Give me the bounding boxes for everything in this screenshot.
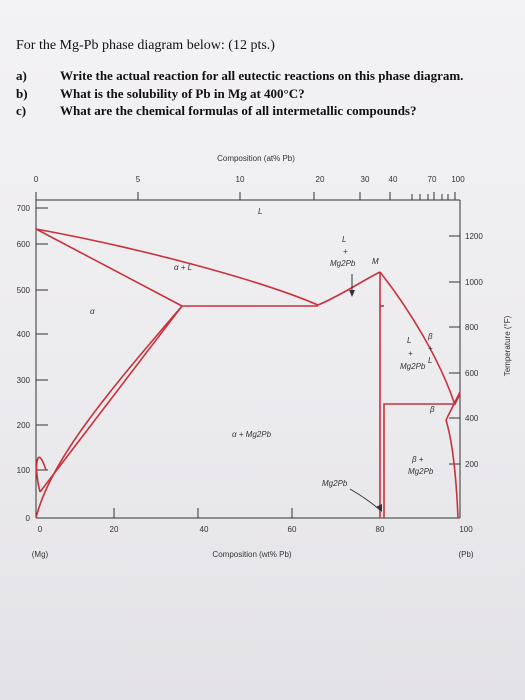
right-tick-200: 200 — [465, 460, 479, 469]
left-tick-500: 500 — [16, 286, 30, 295]
item-c-text: What are the chemical formulas of all intermetallic compounds? — [60, 103, 417, 118]
solidus-alpha — [36, 229, 182, 306]
bottom-tick-80: 80 — [375, 525, 385, 534]
label-mg2pb: Mg2Pb — [322, 479, 348, 488]
label-l-mg2pb-plus: + — [343, 247, 348, 256]
top-tick-20: 20 — [315, 175, 325, 184]
solvus-alpha-upper — [40, 306, 182, 492]
arrow-head-eutectic — [349, 290, 355, 297]
label-beta-l-plus: + — [428, 344, 433, 353]
top-tick-5: 5 — [135, 175, 141, 184]
bottom-axis-ticks — [114, 508, 460, 518]
pb-end-label: (Pb) — [458, 550, 474, 559]
top-tick-10: 10 — [235, 175, 245, 184]
mg-end-label: (Mg) — [31, 550, 49, 559]
bottom-tick-60: 60 — [287, 525, 297, 534]
solvus-alpha — [36, 306, 182, 518]
top-tick-40: 40 — [388, 175, 398, 184]
bottom-tick-0: 0 — [37, 525, 43, 534]
left-tick-0: 0 — [25, 514, 30, 523]
label-beta-l-beta: β — [428, 332, 433, 341]
arrow-heads — [349, 290, 382, 512]
item-a-letter: a) — [16, 68, 27, 83]
left-axis-ticks — [36, 208, 48, 470]
item-c-letter: c) — [16, 103, 27, 118]
liquidus-mg2pb-left — [318, 272, 380, 305]
label-alpha-mg2pb: α + Mg2Pb — [232, 430, 272, 439]
item-b-text: What is the solubility of Pb in Mg at 400°C? — [60, 86, 305, 101]
label-liquid: L — [258, 207, 263, 216]
bottom-tick-100: 100 — [459, 525, 473, 534]
left-tick-400: 400 — [16, 330, 30, 339]
label-beta-l-l: L — [428, 356, 433, 365]
solidus-beta — [446, 392, 460, 420]
top-tick-30: 30 — [360, 175, 370, 184]
label-beta-mg2pb-1: β + — [412, 455, 424, 464]
left-tick-700: 700 — [16, 204, 30, 213]
label-alpha: α — [90, 307, 95, 316]
left-tick-300: 300 — [16, 376, 30, 385]
bottom-tick-40: 40 — [199, 525, 209, 534]
right-axis-title: Temperature (°F) — [503, 315, 512, 377]
label-r-mg2pb: Mg2Pb — [400, 362, 426, 371]
right-axis-ticks — [449, 236, 460, 464]
item-a-text: Write the actual reaction for all eutectic reactions on this phase diagram. — [60, 68, 464, 83]
item-b-letter: b) — [16, 86, 28, 101]
top-tick-100: 100 — [451, 175, 465, 184]
left-tick-600: 600 — [16, 240, 30, 249]
right-tick-1000: 1000 — [465, 278, 483, 287]
label-beta: β — [430, 405, 435, 414]
right-tick-600: 600 — [465, 369, 479, 378]
question-title: For the Mg-Pb phase diagram below: (12 pts.) — [16, 38, 275, 53]
phase-boundaries — [36, 229, 460, 518]
top-axis-title: Composition (at% Pb) — [217, 154, 295, 163]
right-tick-1200: 1200 — [465, 232, 483, 241]
label-r-plus: + — [408, 349, 413, 358]
liquidus-mg2pb-right — [380, 272, 455, 405]
top-axis-ticks — [36, 192, 455, 200]
left-tick-100: 100 — [16, 466, 30, 475]
arrow-to-mg2pb — [350, 489, 380, 510]
label-m: M — [372, 257, 379, 266]
solvus-beta — [446, 420, 458, 518]
right-tick-800: 800 — [465, 323, 479, 332]
label-alpha-liquid: α + L — [174, 263, 193, 272]
top-tick-70: 70 — [427, 175, 437, 184]
label-beta-mg2pb-2: Mg2Pb — [408, 467, 434, 476]
bottom-tick-20: 20 — [109, 525, 119, 534]
label-l-mg2pb-compound: Mg2Pb — [330, 259, 356, 268]
left-tick-200: 200 — [16, 421, 30, 430]
label-l-mg2pb-l: L — [342, 235, 347, 244]
bottom-axis-title: Composition (wt% Pb) — [212, 550, 292, 559]
right-tick-400: 400 — [465, 414, 479, 423]
annotation-arrows — [350, 274, 380, 510]
label-r-l: L — [407, 336, 412, 345]
top-tick-0: 0 — [33, 175, 39, 184]
